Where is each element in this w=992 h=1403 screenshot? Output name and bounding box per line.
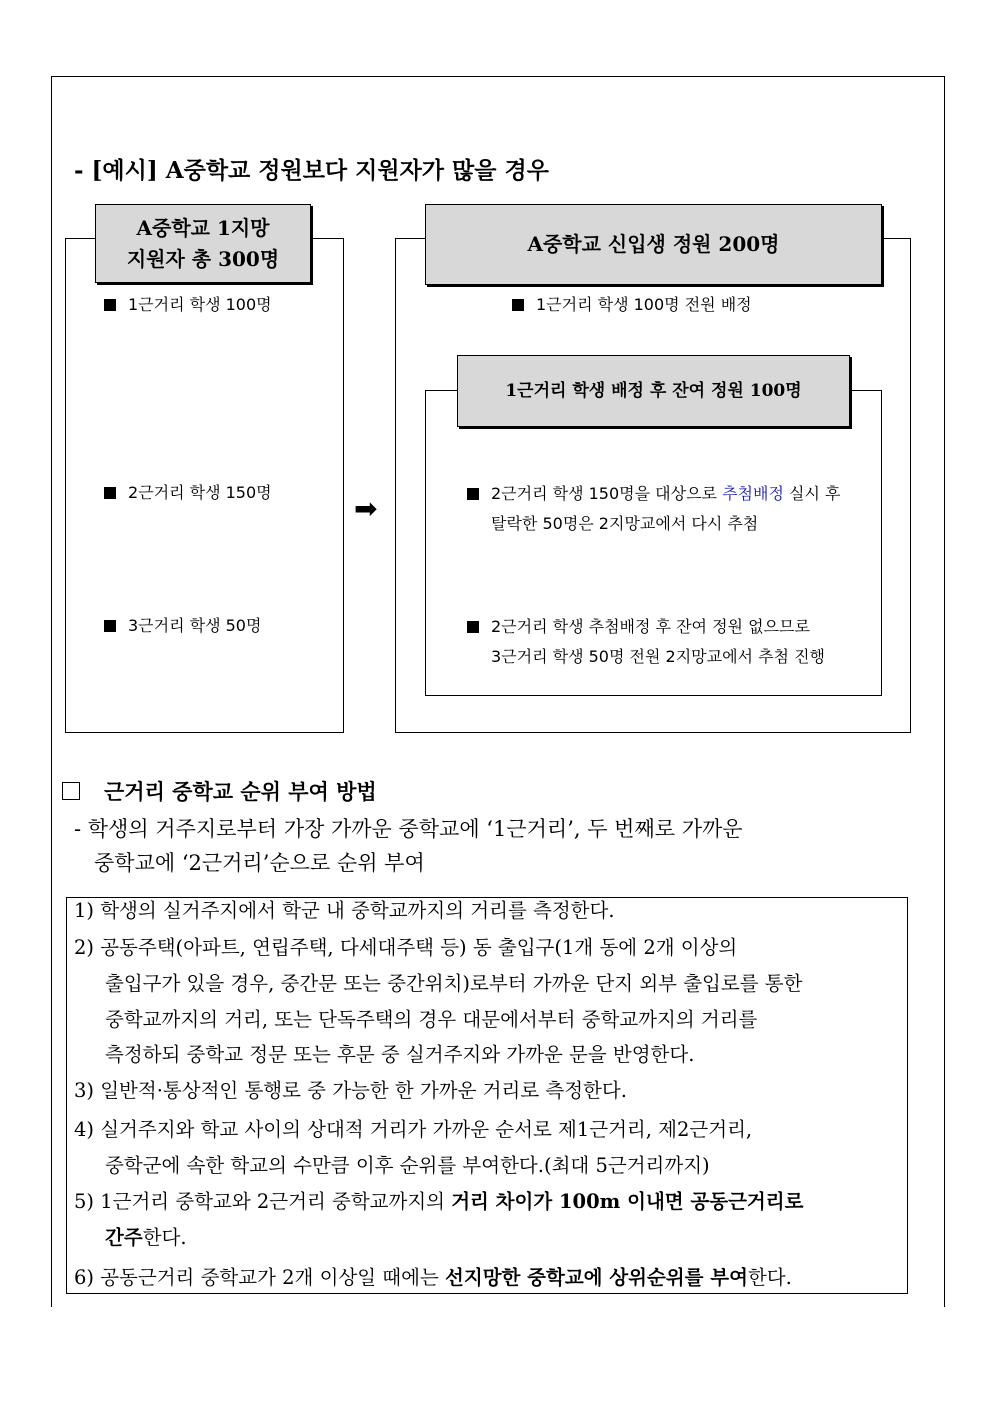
inner-item-2: 2근거리 학생 추첨배정 후 잔여 정원 없으므로 3근거리 학생 50명 전원 2지망교에서 추첨 진행 (467, 612, 825, 672)
right-arrow-icon: ➡ (354, 492, 378, 525)
square-bullet-icon (104, 620, 116, 632)
rule-2-line-2: 출입구가 있을 경우, 중간문 또는 중간위치)로부터 가까운 단지 외부 출입로를 통한 (105, 972, 803, 995)
desc-line-1: - 학생의 거주지로부터 가장 가까운 중학교에 ‘1근거리’, 두 번째로 가까운 (74, 817, 743, 841)
left-title-line1: A중학교 1지망 (136, 216, 270, 240)
rule-2-line-1: 2) 공동주택(아파트, 연립주택, 다세대주택 등) 동 출입구(1개 동에 2개 이상의 (74, 936, 738, 959)
desc-line-2: 중학교에 ‘2근거리’순으로 순위 부여 (94, 851, 425, 875)
inner-panel-title: 1근거리 학생 배정 후 잔여 정원 100명 (457, 355, 850, 427)
rule-2-line-3: 중학교까지의 거리, 또는 단독주택의 경우 대문에서부터 중학교까지의 거리를 (105, 1008, 758, 1031)
rule-2-line-4: 측정하되 중학교 정문 또는 후문 중 실거주지와 가까운 문을 반영한다. (105, 1043, 695, 1066)
left-panel-title (95, 204, 311, 283)
right-item-1: 1근거리 학생 100명 전원 배정 (512, 292, 752, 315)
rules-box (66, 897, 908, 1294)
inner-item-2-line2: 3근거리 학생 50명 전원 2지망교에서 추첨 진행 (491, 647, 825, 666)
rule-5-emphasis: 거리 차이가 100m 이내면 공동근거리로 (451, 1190, 804, 1213)
square-bullet-icon (512, 299, 524, 311)
rule-4-line-1: 4) 실거주지와 학교 사이의 상대적 거리가 가까운 순서로 제1근거리, 제2근거리, (74, 1118, 753, 1141)
left-item-1: 1근거리 학생 100명 (104, 292, 272, 315)
rule-1: 1) 학생의 실거주지에서 학군 내 중학교까지의 거리를 측정한다. (74, 899, 615, 922)
example-heading: - [예시] A중학교 정원보다 지원자가 많을 경우 (74, 157, 549, 184)
inner-item-1-line2: 탈락한 50명은 2지망교에서 다시 추첨 (491, 514, 759, 533)
checkbox-icon (62, 782, 80, 800)
rule-4-line-2: 중학군에 속한 학교의 수만큼 이후 순위를 부여한다.(최대 5근거리까지) (105, 1154, 710, 1177)
left-item-3: 3근거리 학생 50명 (104, 613, 261, 636)
right-panel-title: A중학교 신입생 정원 200명 (425, 204, 882, 285)
square-bullet-icon (104, 299, 116, 311)
section-title: 근거리 중학교 순위 부여 방법 (62, 776, 377, 806)
rule-5-line-2: 간주한다. (105, 1226, 187, 1249)
square-bullet-icon (467, 488, 479, 500)
rule-3: 3) 일반적·통상적인 통행로 중 가능한 한 가까운 거리로 측정한다. (74, 1079, 627, 1102)
rule-5-line-1: 5) 1근거리 중학교와 2근거리 중학교까지의 거리 차이가 100m 이내면 공동근거리로 (74, 1190, 804, 1213)
rule-6-emphasis: 선지망한 중학교에 상위순위를 부여 (445, 1266, 748, 1289)
rule-6: 6) 공동근거리 중학교가 2개 이상일 때에는 선지망한 중학교에 상위순위를 부여한다. (74, 1266, 792, 1289)
square-bullet-icon (104, 487, 116, 499)
inner-item-1: 2근거리 학생 150명을 대상으로 추첨배정 실시 후 탈락한 50명은 2지망교에서 다시 추첨 (467, 479, 840, 539)
section-description (74, 812, 743, 880)
square-bullet-icon (467, 621, 479, 633)
left-title-line2: 지원자 총 300명 (126, 247, 280, 271)
lottery-assignment-highlight: 추첨배정 (722, 484, 784, 503)
left-item-2: 2근거리 학생 150명 (104, 480, 272, 503)
